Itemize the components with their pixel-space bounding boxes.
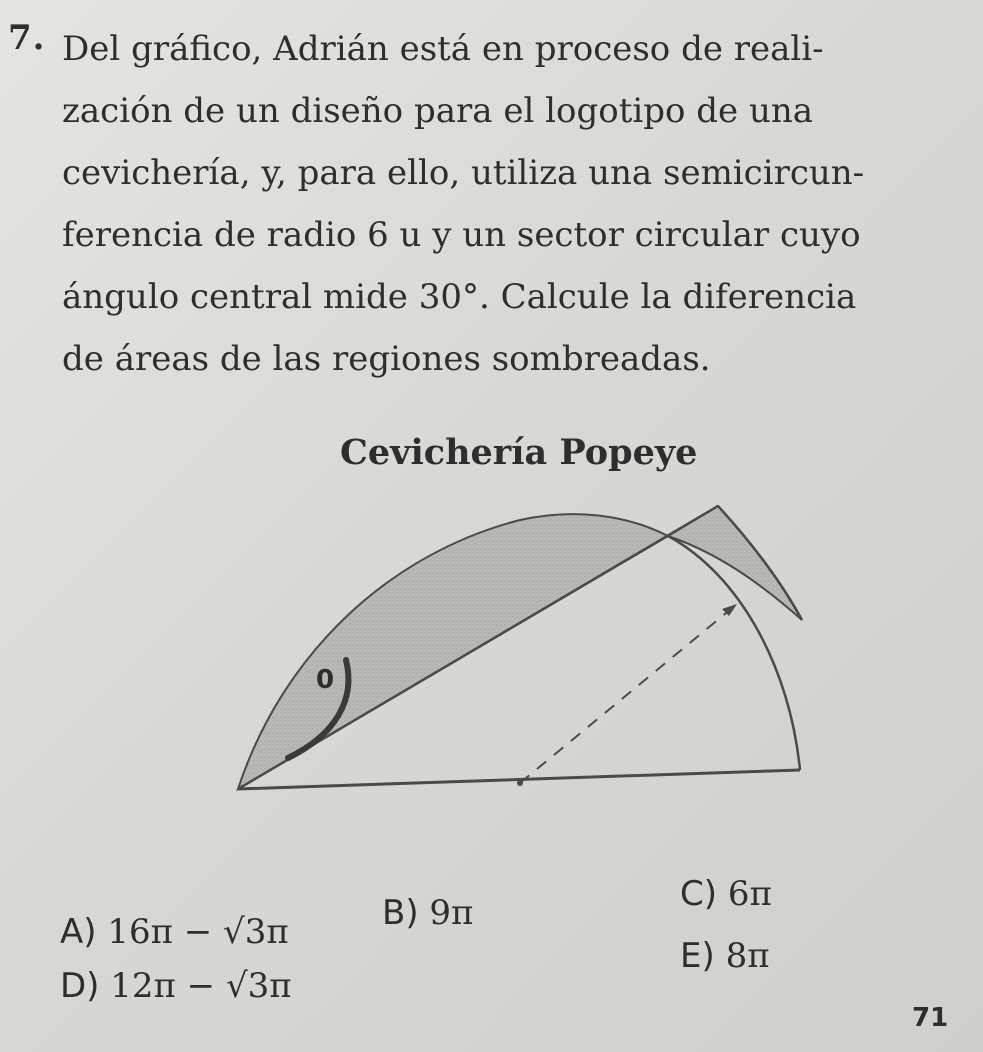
option-a[interactable] [60,912,289,952]
option-value: 9π [429,893,474,933]
option-d[interactable] [60,966,292,1006]
dashed-radius [520,604,737,783]
question-line: ángulo central mide 30°. Calcule la diferencia [62,277,857,317]
option-letter: B) [382,893,419,933]
page-number: 71 [912,1003,949,1033]
diameter [238,770,800,789]
option-letter: C) [680,874,718,914]
option-value: 8π [725,936,770,976]
option-letter: A) [60,912,97,952]
question-number: 7. [8,18,46,58]
option-value: 6π [727,874,772,914]
logo-title: Cevichería Popeye [340,432,698,473]
option-value: 16π − √3π [107,912,289,952]
option-b[interactable] [382,893,473,933]
question-line: ferencia de radio 6 u y un sector circular cuyo [62,215,861,255]
question-line: zación de un diseño para el logotipo de una [62,91,814,131]
option-letter: D) [60,966,100,1006]
option-e[interactable] [680,936,770,976]
question-line: cevichería, y, para ello, utiliza una semicircun- [62,153,865,193]
question-line: de áreas de las regiones sombreadas. [62,339,711,379]
semicircle-arc [668,536,800,770]
eye-label: 0 [316,665,335,695]
option-c[interactable] [680,874,772,914]
option-letter: E) [680,936,715,976]
option-value: 12π − √3π [110,966,292,1006]
center-point [517,780,523,786]
question-line: Del gráfico, Adrián está en proceso de reali- [62,29,824,69]
